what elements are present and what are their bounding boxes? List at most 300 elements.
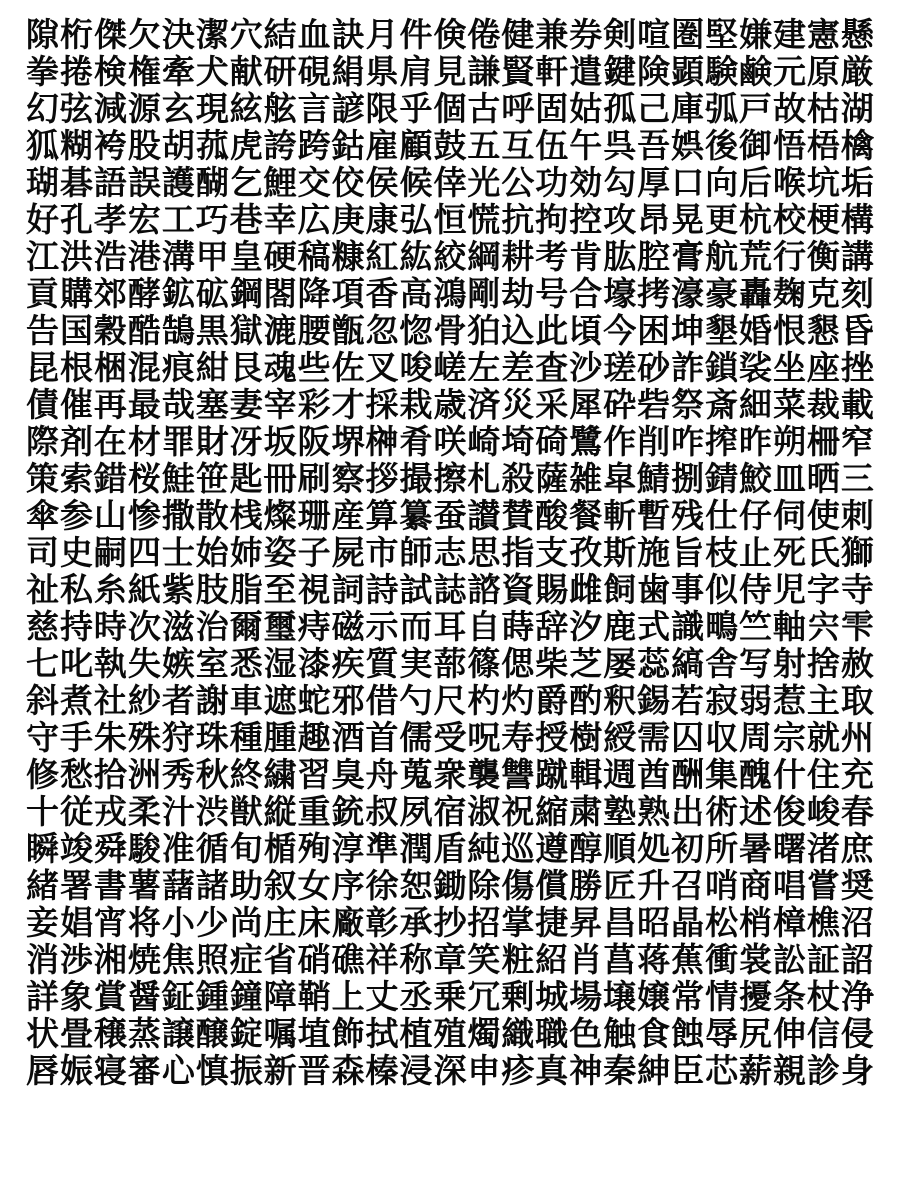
kanji-char: 伺 — [772, 496, 806, 535]
kanji-char: 雇 — [365, 126, 399, 165]
kanji-char: 昇 — [569, 903, 603, 942]
kanji-char: 后 — [739, 163, 773, 202]
kanji-char: 虎 — [229, 126, 263, 165]
kanji-char: 紫 — [161, 570, 195, 609]
kanji-char: 酬 — [671, 755, 705, 794]
kanji-char: 御 — [739, 126, 773, 165]
kanji-char: 譲 — [161, 1014, 195, 1053]
kanji-char: 撒 — [161, 496, 195, 535]
kanji-char: 芝 — [569, 644, 603, 683]
kanji-row — [26, 348, 874, 387]
kanji-char: 減 — [93, 89, 127, 128]
kanji-char: 根 — [59, 348, 93, 387]
kanji-char: 榊 — [365, 422, 399, 461]
kanji-char: 控 — [569, 200, 603, 239]
kanji-char: 森 — [331, 1051, 365, 1090]
kanji-char: 匠 — [603, 866, 637, 905]
kanji-char: 殉 — [297, 829, 331, 868]
kanji-char: 謝 — [195, 681, 229, 720]
kanji-row — [26, 274, 874, 313]
kanji-char: 肱 — [603, 237, 637, 276]
kanji-char: 搾 — [705, 422, 739, 461]
kanji-char: 暑 — [739, 829, 773, 868]
kanji-char: 喧 — [637, 15, 671, 54]
kanji-char: 持 — [59, 607, 93, 646]
kanji-char: 跨 — [297, 126, 331, 165]
kanji-char: 傑 — [93, 15, 127, 54]
kanji-char: 臣 — [671, 1051, 705, 1090]
kanji-char: 険 — [637, 52, 671, 91]
kanji-char: 膏 — [671, 237, 705, 276]
kanji-char: 擦 — [433, 459, 467, 498]
kanji-char: 鯉 — [263, 163, 297, 202]
kanji-char: 子 — [297, 533, 331, 572]
kanji-char: 互 — [501, 126, 535, 165]
kanji-char: 愁 — [59, 755, 93, 794]
kanji-char: 真 — [535, 1051, 569, 1090]
kanji-char: 璽 — [263, 607, 297, 646]
kanji-char: 庶 — [840, 829, 874, 868]
kanji-char: 罪 — [161, 422, 195, 461]
kanji-char: 頃 — [569, 311, 603, 350]
kanji-char: 症 — [229, 940, 263, 979]
kanji-char: 穣 — [93, 1014, 127, 1053]
kanji-char: 焦 — [161, 940, 195, 979]
kanji-char: 浸 — [399, 1051, 433, 1090]
kanji-char: 四 — [127, 533, 161, 572]
kanji-char: 鯖 — [637, 459, 671, 498]
kanji-char: 軒 — [535, 52, 569, 91]
kanji-char: 慌 — [467, 200, 501, 239]
kanji-char: 耕 — [501, 237, 535, 276]
kanji-char: 松 — [705, 903, 739, 942]
kanji-char: 秦 — [603, 1051, 637, 1090]
kanji-char: 講 — [840, 237, 874, 276]
kanji-char: 壌 — [603, 977, 637, 1016]
kanji-char: 銃 — [331, 792, 365, 831]
kanji-char: 珊 — [297, 496, 331, 535]
kanji-char: 購 — [59, 274, 93, 313]
kanji-char: 照 — [195, 940, 229, 979]
kanji-char: 剰 — [501, 977, 535, 1016]
kanji-char: 仔 — [739, 496, 773, 535]
kanji-char: 兼 — [535, 15, 569, 54]
kanji-char: 児 — [772, 570, 806, 609]
kanji-char: 首 — [365, 718, 399, 757]
kanji-char: 授 — [535, 718, 569, 757]
kanji-char: 身 — [840, 1051, 874, 1090]
kanji-char: 弱 — [739, 681, 773, 720]
kanji-char: 檎 — [840, 126, 874, 165]
kanji-char: 轟 — [739, 274, 773, 313]
kanji-row — [26, 533, 874, 572]
kanji-char: 食 — [637, 1014, 671, 1053]
kanji-char: 消 — [26, 940, 59, 979]
kanji-char: 爵 — [535, 681, 569, 720]
kanji-row — [26, 200, 874, 239]
kanji-char: 鍾 — [195, 977, 229, 1016]
kanji-char: 呪 — [467, 718, 501, 757]
kanji-row — [26, 755, 874, 794]
kanji-char: 洪 — [59, 237, 93, 276]
kanji-char: 乎 — [399, 89, 433, 128]
kanji-char: 斯 — [603, 533, 637, 572]
kanji-char: 脂 — [229, 570, 263, 609]
kanji-char: 斬 — [603, 496, 637, 535]
kanji-char: 肯 — [569, 237, 603, 276]
kanji-char: 私 — [59, 570, 93, 609]
kanji-char: 康 — [365, 200, 399, 239]
kanji-char: 股 — [127, 126, 161, 165]
kanji-char: 此 — [535, 311, 569, 350]
kanji-char: 参 — [59, 496, 93, 535]
kanji-char: 古 — [467, 89, 501, 128]
kanji-char: 汁 — [161, 792, 195, 831]
kanji-char: 司 — [26, 533, 59, 572]
kanji-char: 刺 — [840, 496, 874, 535]
kanji-char: 雑 — [569, 459, 603, 498]
kanji-char: 錆 — [705, 459, 739, 498]
kanji-char: 梧 — [806, 126, 840, 165]
kanji-row — [26, 237, 874, 276]
kanji-char: 血 — [297, 15, 331, 54]
kanji-char: 燭 — [467, 1014, 501, 1053]
kanji-char: 釈 — [603, 681, 637, 720]
kanji-char: 薩 — [535, 459, 569, 498]
kanji-char: 晃 — [671, 200, 705, 239]
kanji-char: 集 — [705, 755, 739, 794]
kanji-char: 蒸 — [127, 1014, 161, 1053]
kanji-char: 叱 — [59, 644, 93, 683]
kanji-char: 醸 — [195, 1014, 229, 1053]
kanji-char: 固 — [535, 89, 569, 128]
kanji-char: 幻 — [26, 89, 59, 128]
kanji-char: 醤 — [127, 977, 161, 1016]
kanji-char: 将 — [127, 903, 161, 942]
kanji-char: 穀 — [93, 311, 127, 350]
kanji-char: 広 — [297, 200, 331, 239]
kanji-char: 灼 — [501, 681, 535, 720]
kanji-char: 瑳 — [603, 348, 637, 387]
kanji-char: 仕 — [705, 496, 739, 535]
kanji-char: 出 — [671, 792, 705, 831]
kanji-char: 孤 — [603, 89, 637, 128]
kanji-char: 娯 — [671, 126, 705, 165]
kanji-char: 懸 — [840, 15, 874, 54]
kanji-char: 国 — [59, 311, 93, 350]
kanji-char: 隙 — [26, 15, 59, 54]
kanji-char: 詐 — [671, 348, 705, 387]
kanji-char: 諸 — [195, 866, 229, 905]
kanji-char: 壕 — [603, 274, 637, 313]
kanji-char: 鵠 — [161, 311, 195, 350]
kanji-char: 士 — [161, 533, 195, 572]
kanji-char: 玄 — [161, 89, 195, 128]
kanji-char: 朱 — [93, 718, 127, 757]
kanji-char: 氏 — [806, 533, 840, 572]
kanji-char: 郊 — [93, 274, 127, 313]
kanji-char: 邪 — [331, 681, 365, 720]
kanji-char: 執 — [93, 644, 127, 683]
kanji-char: 冗 — [467, 977, 501, 1016]
kanji-char: 思 — [467, 533, 501, 572]
kanji-char: 捲 — [59, 52, 93, 91]
kanji-row — [26, 89, 874, 128]
kanji-char: 困 — [637, 311, 671, 350]
kanji-char: 上 — [331, 977, 365, 1016]
kanji-char: 艮 — [229, 348, 263, 387]
kanji-char: 札 — [467, 459, 501, 498]
kanji-char: 悟 — [772, 126, 806, 165]
kanji-char: 種 — [229, 718, 263, 757]
kanji-char: 鉱 — [161, 274, 195, 313]
kanji-row — [26, 681, 874, 720]
kanji-char: 遵 — [535, 829, 569, 868]
kanji-char: 工 — [161, 200, 195, 239]
kanji-char: 三 — [840, 459, 874, 498]
kanji-char: 赦 — [840, 644, 874, 683]
kanji-char: 叉 — [365, 348, 399, 387]
kanji-char: 畳 — [59, 1014, 93, 1053]
kanji-char: 刷 — [297, 459, 331, 498]
kanji-char: 戎 — [93, 792, 127, 831]
kanji-char: 施 — [637, 533, 671, 572]
kanji-char: 紺 — [195, 348, 229, 387]
kanji-char: 鍵 — [603, 52, 637, 91]
kanji-char: 祭 — [671, 385, 705, 424]
kanji-char: 礁 — [331, 940, 365, 979]
kanji-row — [26, 163, 874, 202]
kanji-char: 暫 — [637, 496, 671, 535]
kanji-row — [26, 385, 874, 424]
kanji-char: 拘 — [535, 200, 569, 239]
kanji-char: 唇 — [26, 1051, 59, 1090]
kanji-char: 昨 — [739, 422, 773, 461]
kanji-char: 緒 — [26, 866, 59, 905]
kanji-char: 樵 — [806, 903, 840, 942]
kanji-char: 失 — [127, 644, 161, 683]
kanji-char: 嫉 — [161, 644, 195, 683]
kanji-row — [26, 940, 874, 979]
kanji-char: 春 — [840, 792, 874, 831]
kanji-char: 限 — [365, 89, 399, 128]
kanji-char: 識 — [671, 607, 705, 646]
kanji-char: 埴 — [297, 1014, 331, 1053]
kanji-char: 劫 — [501, 274, 535, 313]
kanji-char: 賢 — [501, 52, 535, 91]
kanji-char: 錯 — [93, 459, 127, 498]
kanji-char: 剤 — [59, 422, 93, 461]
kanji-char: 自 — [467, 607, 501, 646]
kanji-char: 月 — [365, 15, 399, 54]
kanji-char: 視 — [297, 570, 331, 609]
kanji-char: 債 — [26, 385, 59, 424]
kanji-char: 糸 — [93, 570, 127, 609]
kanji-char: 糠 — [331, 237, 365, 276]
kanji-row — [26, 829, 874, 868]
kanji-char: 充 — [840, 755, 874, 794]
kanji-char: 俊 — [772, 792, 806, 831]
kanji-char: 洲 — [127, 755, 161, 794]
kanji-char: 鹸 — [739, 52, 773, 91]
kanji-char: 悉 — [229, 644, 263, 683]
kanji-char: 剛 — [467, 274, 501, 313]
kanji-char: 指 — [501, 533, 535, 572]
kanji-char: 借 — [365, 681, 399, 720]
kanji-char: 元 — [772, 52, 806, 91]
kanji-char: 堅 — [705, 15, 739, 54]
kanji-char: 酸 — [535, 496, 569, 535]
kanji-char: 嗣 — [93, 533, 127, 572]
kanji-char: 象 — [59, 977, 93, 1016]
kanji-char: 妻 — [229, 385, 263, 424]
kanji-char: 孝 — [93, 200, 127, 239]
kanji-char: 住 — [806, 755, 840, 794]
kanji-char: 功 — [535, 163, 569, 202]
kanji-char: 呉 — [603, 126, 637, 165]
kanji-char: 史 — [59, 533, 93, 572]
kanji-char: 侯 — [365, 163, 399, 202]
kanji-char: 偲 — [501, 644, 535, 683]
kanji-char: 市 — [365, 533, 399, 572]
kanji-char: 使 — [806, 496, 840, 535]
kanji-char: 乞 — [229, 163, 263, 202]
kanji-char: 勝 — [569, 866, 603, 905]
kanji-char: 抗 — [501, 200, 535, 239]
kanji-char: 儒 — [399, 718, 433, 757]
kanji-char: 痔 — [297, 607, 331, 646]
kanji-char: 飾 — [331, 1014, 365, 1053]
kanji-char: 至 — [263, 570, 297, 609]
kanji-char: 芯 — [705, 1051, 739, 1090]
kanji-char: 磁 — [331, 607, 365, 646]
kanji-char: 紗 — [127, 681, 161, 720]
kanji-char: 神 — [569, 1051, 603, 1090]
kanji-char: 佼 — [331, 163, 365, 202]
kanji-char: 昆 — [26, 348, 59, 387]
kanji-char: 所 — [705, 829, 739, 868]
kanji-char: 腔 — [637, 237, 671, 276]
kanji-char: 考 — [535, 237, 569, 276]
kanji-char: 砦 — [637, 385, 671, 424]
kanji-char: 枝 — [705, 533, 739, 572]
kanji-char: 晶 — [671, 903, 705, 942]
kanji-char: 周 — [739, 718, 773, 757]
kanji-row — [26, 977, 874, 1016]
kanji-char: 薪 — [739, 1051, 773, 1090]
kanji-char: 習 — [297, 755, 331, 794]
kanji-char: 熟 — [637, 792, 671, 831]
kanji-row — [26, 422, 874, 461]
kanji-char: 宍 — [806, 607, 840, 646]
kanji-char: 故 — [772, 89, 806, 128]
kanji-char: 詔 — [840, 940, 874, 979]
kanji-char: 掌 — [501, 903, 535, 942]
kanji-char: 綬 — [603, 718, 637, 757]
kanji-char: 舟 — [365, 755, 399, 794]
kanji-char: 飼 — [603, 570, 637, 609]
kanji-char: 雌 — [569, 570, 603, 609]
kanji-char: 細 — [739, 385, 773, 424]
kanji-char: 舎 — [705, 644, 739, 683]
kanji-char: 手 — [59, 718, 93, 757]
kanji-char: 校 — [772, 200, 806, 239]
kanji-char: 向 — [705, 163, 739, 202]
kanji-char: 処 — [637, 829, 671, 868]
kanji-char: 修 — [26, 755, 59, 794]
kanji-char: 甑 — [331, 311, 365, 350]
kanji-char: 鞘 — [297, 977, 331, 1016]
kanji-char: 需 — [637, 718, 671, 757]
kanji-char: 順 — [603, 829, 637, 868]
kanji-char: 献 — [229, 52, 263, 91]
kanji-char: 桟 — [229, 496, 263, 535]
kanji-char: 滋 — [161, 607, 195, 646]
kanji-char: 潤 — [399, 829, 433, 868]
kanji-char: 斜 — [26, 681, 59, 720]
kanji-char: 巡 — [501, 829, 535, 868]
kanji-char: 宰 — [263, 385, 297, 424]
kanji-char: 竣 — [59, 829, 93, 868]
kanji-char: 構 — [840, 200, 874, 239]
kanji-char: 杭 — [739, 200, 773, 239]
kanji-char: 犬 — [195, 52, 229, 91]
kanji-char: 口 — [671, 163, 705, 202]
kanji-char: 咲 — [433, 422, 467, 461]
kanji-char: 社 — [93, 681, 127, 720]
kanji-char: 午 — [569, 126, 603, 165]
kanji-char: 冴 — [229, 422, 263, 461]
kanji-char: 辞 — [535, 607, 569, 646]
kanji-char: 肖 — [569, 940, 603, 979]
kanji-char: 侍 — [739, 570, 773, 609]
kanji-char: 孔 — [59, 200, 93, 239]
kanji-char: 渋 — [195, 792, 229, 831]
kanji-char: 鴻 — [433, 274, 467, 313]
kanji-char: 硯 — [297, 52, 331, 91]
kanji-char: 診 — [806, 1051, 840, 1090]
kanji-char: 捨 — [806, 644, 840, 683]
kanji-char: 趣 — [297, 718, 331, 757]
kanji-char: 健 — [501, 15, 535, 54]
kanji-char: 瞬 — [26, 829, 59, 868]
kanji-char: 申 — [467, 1051, 501, 1090]
kanji-char: 栽 — [399, 385, 433, 424]
kanji-char: 護 — [161, 163, 195, 202]
kanji-char: 皐 — [603, 459, 637, 498]
kanji-char: 湘 — [93, 940, 127, 979]
kanji-row — [26, 718, 874, 757]
kanji-char: 榛 — [365, 1051, 399, 1090]
kanji-char: 樹 — [569, 718, 603, 757]
kanji-char: 寂 — [705, 681, 739, 720]
kanji-char: 項 — [331, 274, 365, 313]
kanji-char: 肩 — [399, 52, 433, 91]
kanji-char: 腰 — [297, 311, 331, 350]
kanji-char: 縞 — [671, 644, 705, 683]
kanji-char: 懇 — [806, 311, 840, 350]
kanji-char: 蒋 — [637, 940, 671, 979]
kanji-char: 紅 — [365, 237, 399, 276]
kanji-char: 商 — [739, 866, 773, 905]
kanji-char: 爾 — [229, 607, 263, 646]
kanji-char: 寿 — [501, 718, 535, 757]
kanji-char: 述 — [739, 792, 773, 831]
kanji-char: 守 — [26, 718, 59, 757]
kanji-char: 繍 — [263, 755, 297, 794]
kanji-char: 旨 — [671, 533, 705, 572]
kanji-char: 侵 — [840, 1014, 874, 1053]
